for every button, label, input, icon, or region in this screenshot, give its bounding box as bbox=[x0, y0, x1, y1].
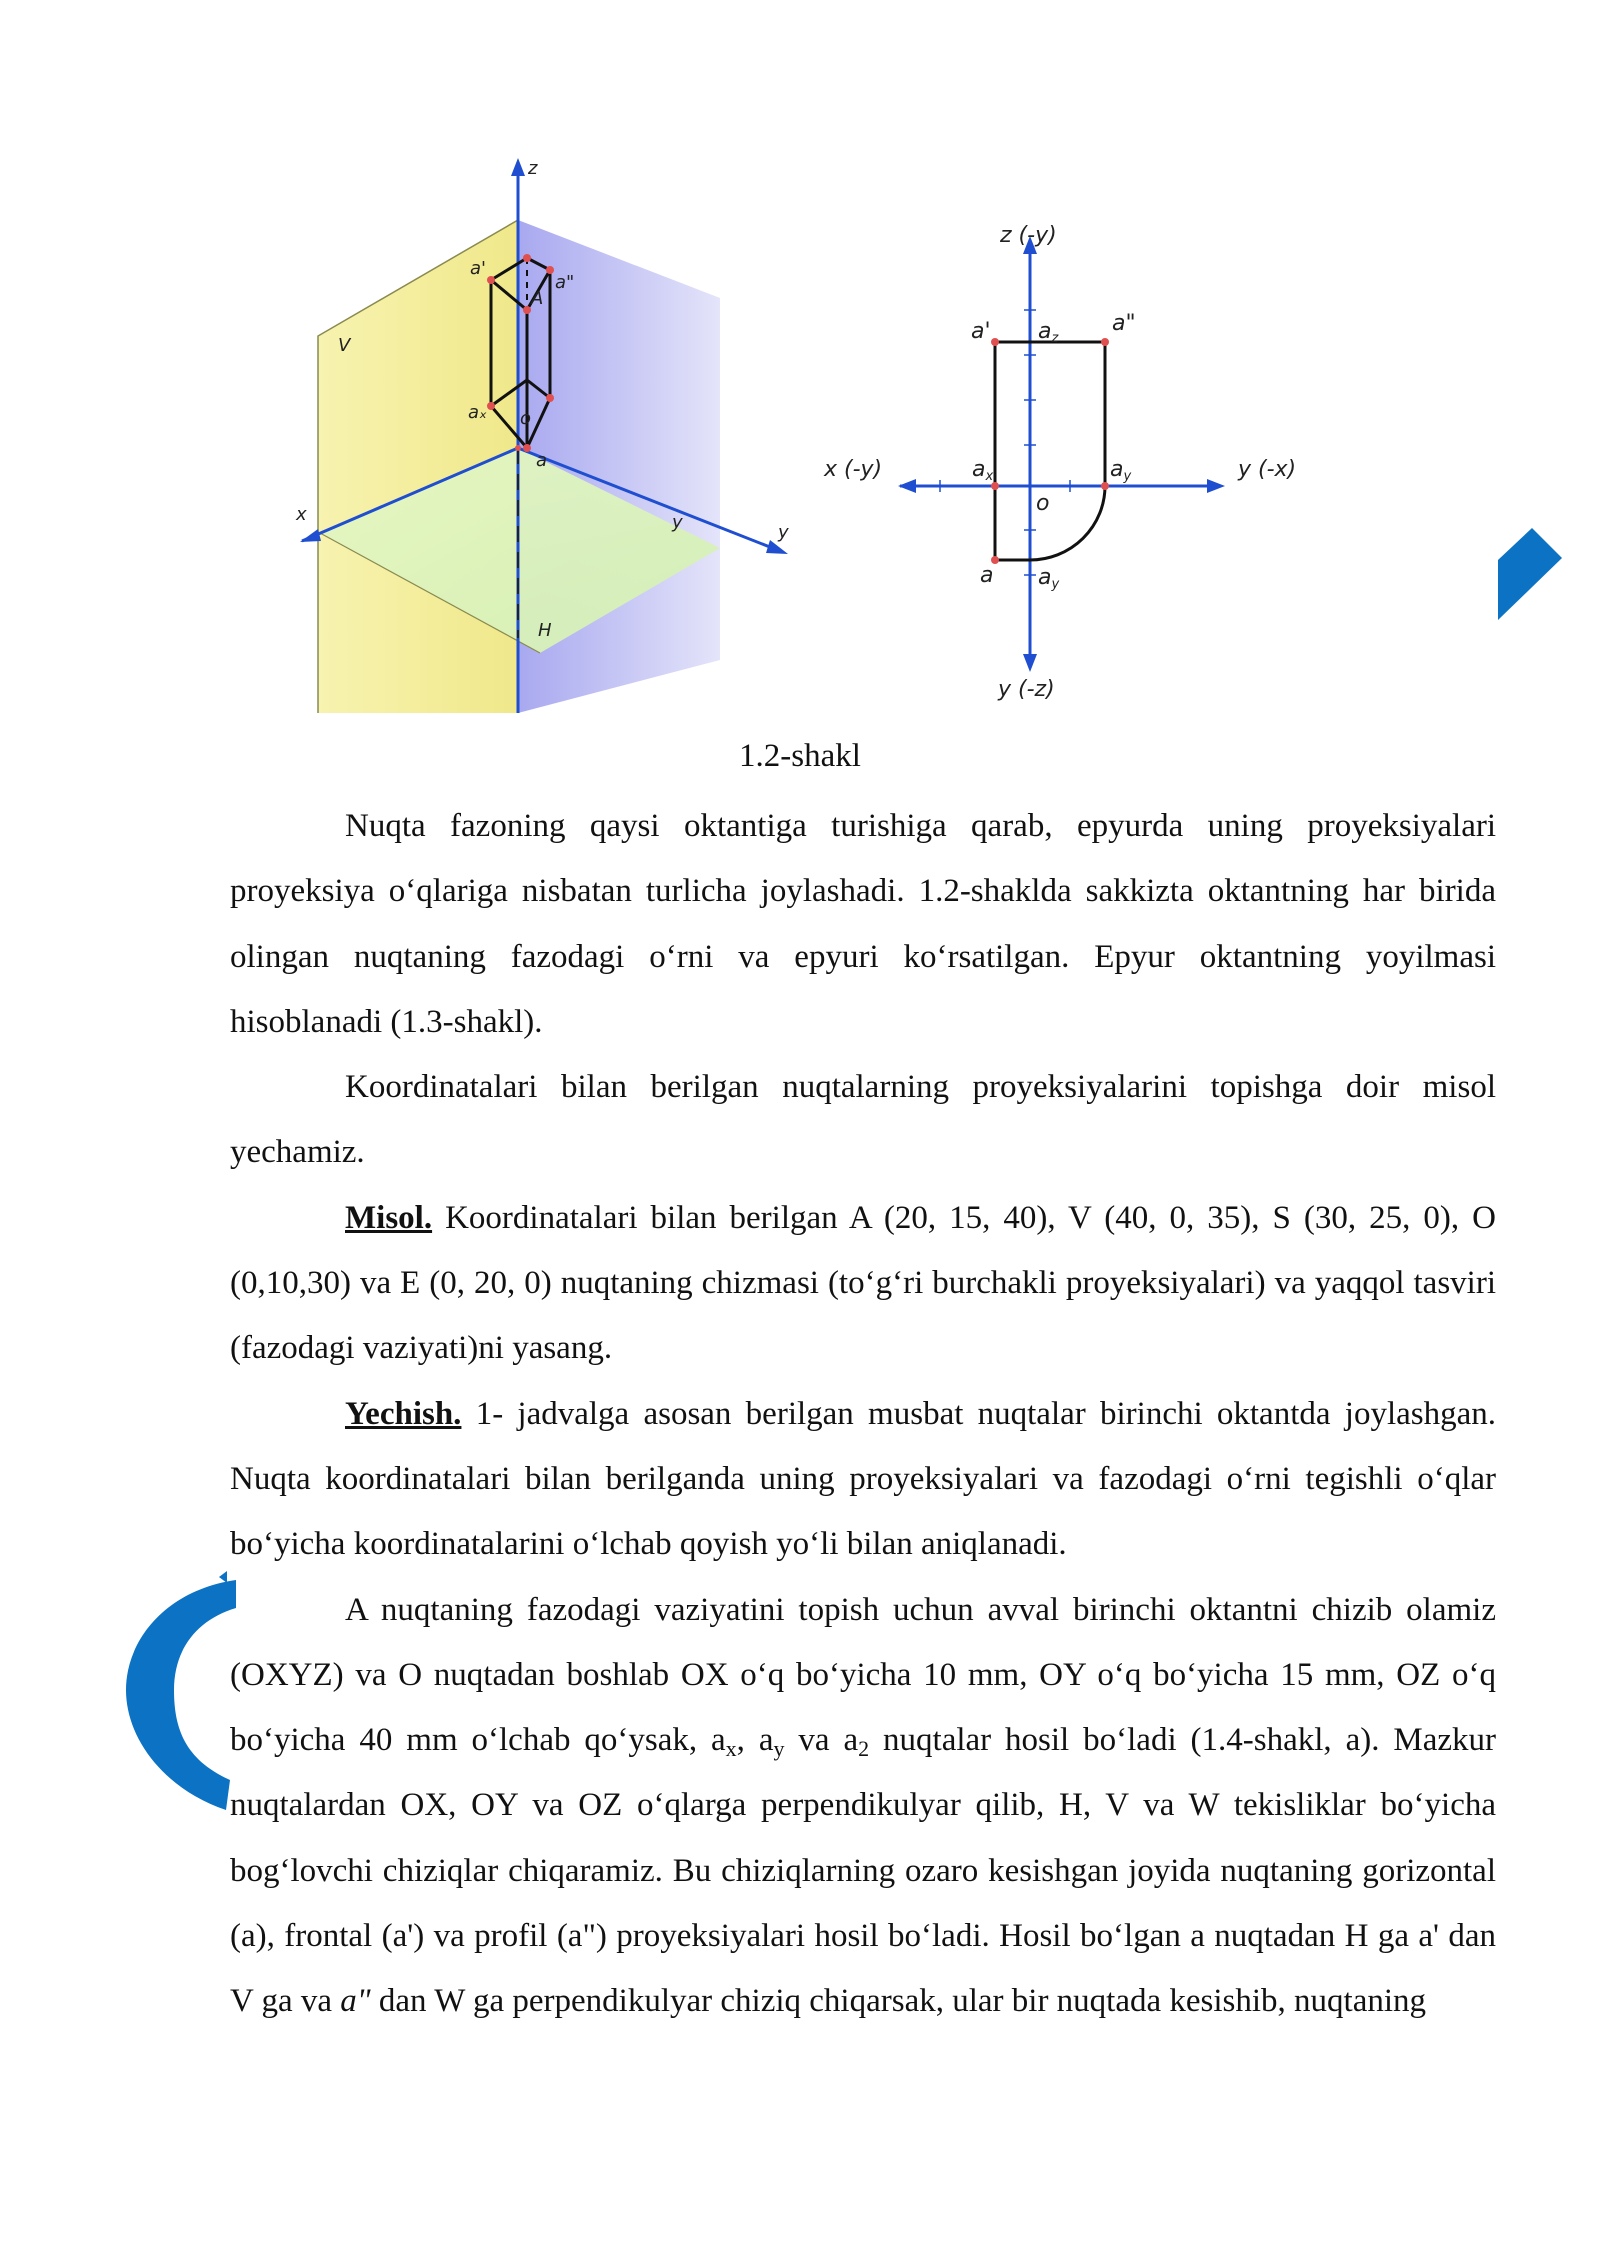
label-a-prime: a' bbox=[470, 258, 486, 279]
body-text bbox=[230, 794, 1496, 2035]
label-x-axis: x (-y) bbox=[824, 457, 883, 482]
label-o: o bbox=[520, 408, 532, 429]
yechish-label: Yechish. bbox=[345, 1395, 462, 1432]
paragraph-4: Yechish. 1- jadvalga asosan berilgan musbat nuqtalar birinchi oktantda joylashgan. Nuqta koordinatalari bilan berilganda uning proyeksiyalari va fazodagi o‘rni tegishli o‘qlar bo‘yicha koordinatalarini o‘lchab qoyish yo‘li bilan aniqlanadi. bbox=[230, 1395, 1496, 1563]
label-az: az bbox=[1038, 319, 1059, 346]
label-H: H bbox=[538, 620, 552, 641]
paragraph-5: A nuqtaning fazodagi vaziyatini topish uchun avval birinchi oktantni chizib olamiz (OXYZ) va O nuqtadan boshlab OX o‘q bo‘yicha 10 mm, OY o‘q bo‘yicha 15 mm, OZ o‘q bo‘yicha 40 mm o‘lchab qo‘ysak, $a_x$, $a_y$ va $a_2$ nuqtalar hosil bo‘ladi (1.4-shakl, a). Mazkur nuqtalardan OX, OY va OZ o‘qlarga perpendikulyar qilib, H, V va W tekisliklar bo‘yicha bog‘lovchi chiziqlar chiqaramiz. Bu chiziqlarning ozaro kesishgan joyida nuqtaning gorizontal (a), frontal (a') va profil (a") proyeksiyalari hosil bo‘ladi. Hosil bo‘lgan a nuqtadan H ga a' dan V ga va a" dan W ga perpendikulyar chiziq chiqarsak, ular bir nuqtada kesishib, nuqtaning bbox=[230, 1591, 1496, 2020]
label-a: a bbox=[536, 450, 548, 471]
label-y: y bbox=[778, 522, 789, 543]
label-y-bottom: y (-z) bbox=[998, 677, 1055, 702]
label-x: x bbox=[296, 504, 307, 525]
label-a-double: a" bbox=[555, 272, 575, 293]
label-a: a bbox=[980, 563, 994, 588]
label-ay-bottom: ay bbox=[1038, 565, 1060, 592]
label-z: z bbox=[528, 158, 538, 179]
label-ay-right: ay bbox=[1110, 457, 1132, 484]
label-ax: ax bbox=[972, 457, 994, 484]
paragraph-3: Misol. Koordinatalari bilan berilgan A (20, 15, 40), V (40, 0, 35), S (30, 25, 0), O (0,10,30) va E (0, 20, 0) nuqtaning chizmasi (to‘g‘ri burchakli proyeksiyalari) va yaqqol tasviri (fazodagi vaziyati)ni yasang. bbox=[230, 1199, 1496, 1367]
label-y-right: y (-x) bbox=[1238, 457, 1297, 482]
label-y-small: y bbox=[672, 512, 683, 533]
figure-caption: 1.2-shakl bbox=[739, 738, 861, 774]
decorative-arc-shape bbox=[126, 1580, 236, 1810]
label-z-axis: z (-y) bbox=[1000, 223, 1057, 248]
label-o: o bbox=[1036, 491, 1050, 516]
label-a-double: a" bbox=[1112, 311, 1136, 336]
paragraph-2: Koordinatalari bilan berilgan nuqtalarning proyeksiyalarini topishga doir misol yechamiz. bbox=[230, 1069, 1496, 1171]
label-a-prime: a' bbox=[971, 319, 991, 344]
label-V: V bbox=[338, 335, 351, 356]
decorative-arrow-shape bbox=[1498, 528, 1562, 620]
misol-label: Misol. bbox=[345, 1199, 433, 1236]
epure-figure bbox=[824, 220, 1310, 710]
label-A: A bbox=[531, 288, 544, 309]
octant-3d-figure bbox=[296, 148, 810, 718]
paragraph-1: Nuqta fazoning qaysi oktantiga turishiga qarab, epyurda uning proyeksiyalari proyeksiya o‘qlariga nisbatan turlicha joylashadi. 1.2-shaklda sakkizta oktantning har birida olingan nuqtaning fazodagi o‘rni va epyuri ko‘rsatilgan. Epyur oktantning yoyilmasi hisoblanadi (1.3-shakl). bbox=[230, 808, 1496, 1040]
label-ax: aₓ bbox=[468, 402, 488, 423]
